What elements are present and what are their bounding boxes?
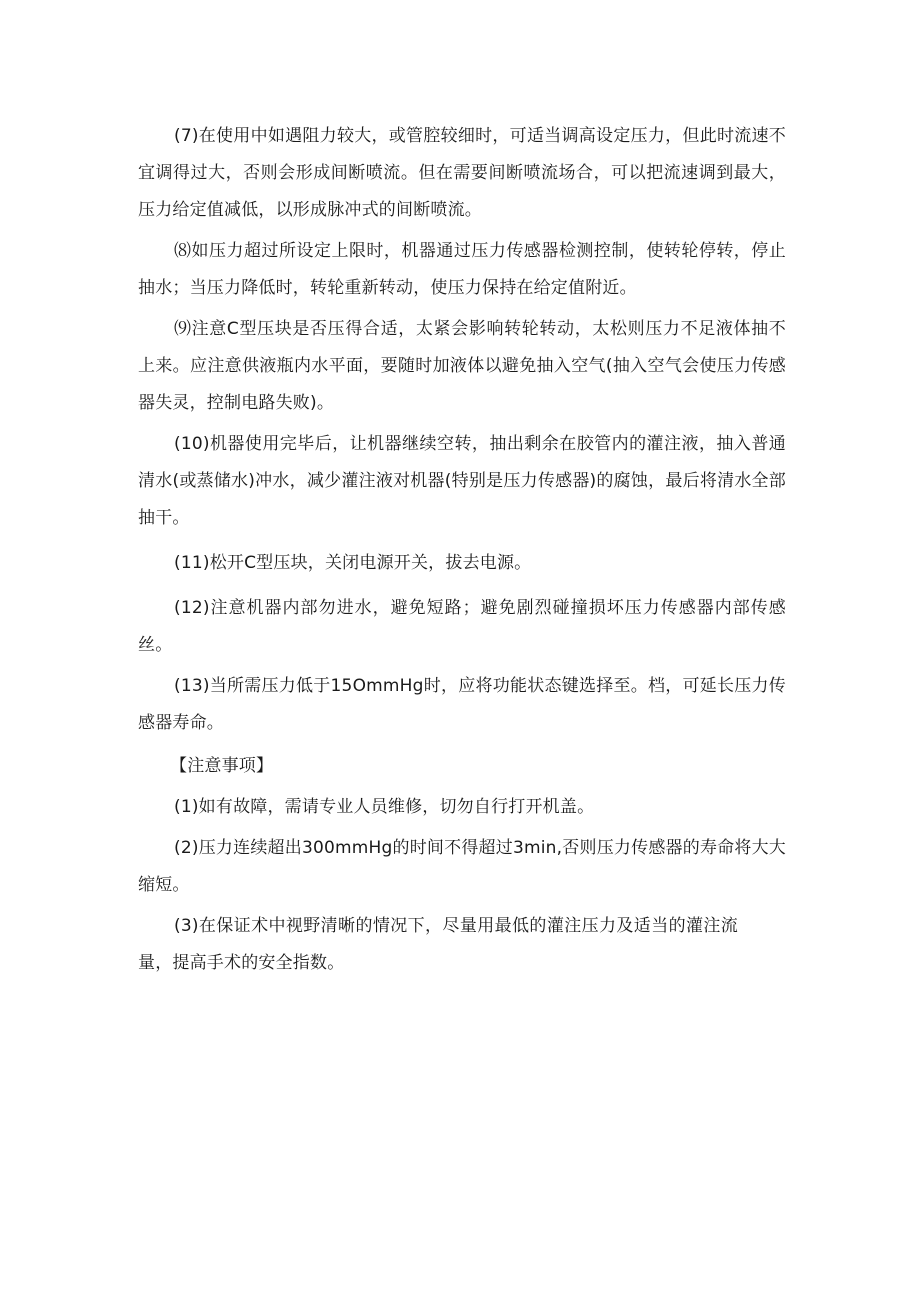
paragraph-7: (7)在使用中如遇阻力较大，或管腔较细时，可适当调高设定压力，但此时流速不宜调得过大，否则会形成间断喷流。但在需要间断喷流场合，可以把流速调到最大，压力给定值减低，以形成脉冲式的间断喷流。 [138, 126, 786, 220]
note-2: (2)压力连续超出300mmHg的时间不得超过3min,否则压力传感器的寿命将大大缩短。 [138, 838, 786, 895]
paragraph-12: (12)注意机器内部勿进水，避免短路；避免剧烈碰撞损坏压力传感器内部传感丝。 [138, 598, 786, 655]
notes-heading: 【注意事项】 [170, 756, 274, 776]
paragraph-13: (13)当所需压力低于15OmmHg时，应将功能状态键选择至。档，可延长压力传感器寿命。 [138, 676, 786, 733]
document-body [138, 118, 786, 982]
paragraph-8: ⑻如压力超过所设定上限时，机器通过压力传感器检测控制，使转轮停转，停止抽水；当压力降低时，转轮重新转动，使压力保持在给定值附近。 [138, 241, 786, 298]
paragraph-10: (10)机器使用完毕后，让机器继续空转，抽出剩余在胶管内的灌注液，抽入普通清水(或蒸储水)冲水，减少灌注液对机器(特别是压力传感器)的腐蚀，最后将清水全部抽干。 [138, 434, 786, 528]
note-1: (1)如有故障，需请专业人员维修，切勿自行打开机盖。 [174, 797, 595, 817]
paragraph-11: (11)松开C型压块，关闭电源开关，拔去电源。 [174, 553, 532, 573]
paragraph-9: ⑼注意C型压块是否压得合适，太紧会影响转轮转动，太松则压力不足液体抽不上来。应注意供液瓶内水平面，要随时加液体以避免抽入空气(抽入空气会使压力传感器失灵，控制电路失败)。 [138, 319, 786, 413]
note-3: (3)在保证术中视野清晰的情况下，尽量用最低的灌注压力及适当的灌注流量，提高手术的安全指数。 [138, 916, 738, 973]
